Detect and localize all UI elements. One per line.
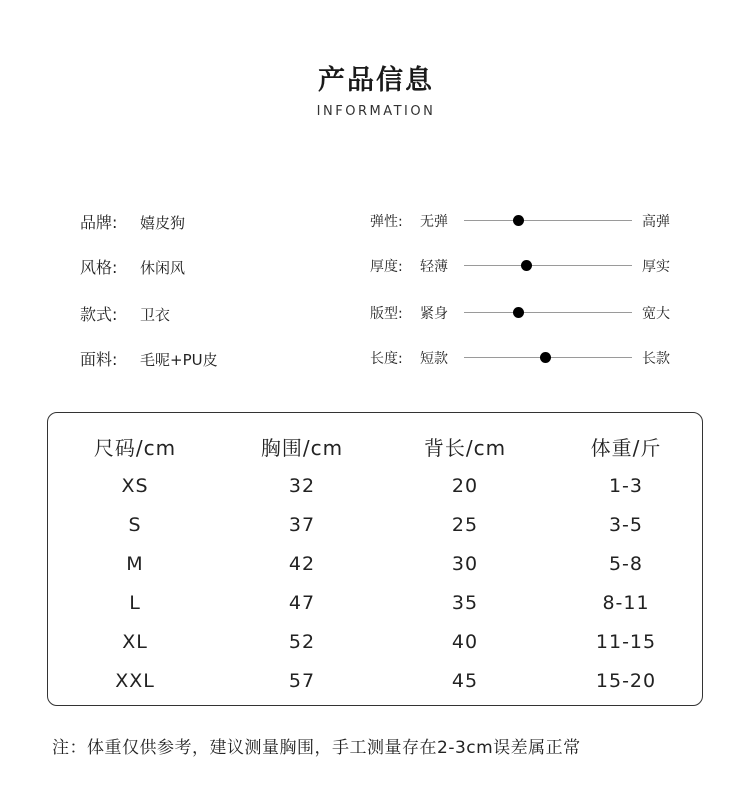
table-row bbox=[48, 622, 704, 661]
table-cell: 40 bbox=[451, 630, 479, 653]
table-cell: 32 bbox=[288, 474, 316, 497]
attribute-label: 面料: bbox=[80, 350, 118, 369]
attribute-label: 风格: bbox=[80, 258, 118, 277]
attribute-row-style bbox=[80, 255, 300, 279]
attribute-value: 毛呢+PU皮 bbox=[140, 351, 218, 369]
column-header-size: 尺码/cm bbox=[93, 436, 177, 460]
table-cell: 52 bbox=[288, 630, 316, 653]
table-cell: XS bbox=[121, 474, 149, 497]
table-cell: 15-20 bbox=[595, 669, 657, 692]
table-cell: XXL bbox=[115, 669, 155, 692]
table-header-row bbox=[48, 427, 704, 466]
table-row bbox=[48, 466, 704, 505]
table-cell: 11-15 bbox=[595, 630, 657, 653]
attribute-value: 嬉皮狗 bbox=[140, 214, 186, 232]
scale-min-label: 无弹 bbox=[420, 214, 448, 230]
scale-track bbox=[464, 220, 632, 221]
table-cell: 35 bbox=[451, 591, 479, 614]
page-subtitle: INFORMATION bbox=[316, 104, 436, 119]
scale-track bbox=[464, 265, 632, 266]
table-cell: 57 bbox=[288, 669, 316, 692]
column-header-weight: 体重/斤 bbox=[590, 436, 662, 460]
scale-indicator-dot bbox=[513, 307, 524, 318]
scale-min-label: 短款 bbox=[420, 351, 448, 367]
attribute-value: 卫衣 bbox=[140, 306, 171, 324]
table-row bbox=[48, 583, 704, 622]
attribute-row-fabric bbox=[80, 347, 300, 371]
column-header-back-length: 背长/cm bbox=[423, 436, 507, 460]
table-cell: L bbox=[129, 591, 141, 614]
table-cell: S bbox=[128, 513, 142, 536]
size-chart-box bbox=[47, 412, 703, 706]
size-chart-table bbox=[48, 427, 704, 700]
scale-elasticity bbox=[370, 208, 680, 232]
table-row bbox=[48, 661, 704, 700]
scale-track bbox=[464, 312, 632, 313]
attribute-row-type bbox=[80, 302, 300, 326]
table-row bbox=[48, 505, 704, 544]
scale-fit bbox=[370, 300, 680, 324]
attribute-label: 款式: bbox=[80, 305, 118, 324]
table-cell: 30 bbox=[451, 552, 479, 575]
table-cell: 37 bbox=[288, 513, 316, 536]
scale-track bbox=[464, 357, 632, 358]
table-cell: 42 bbox=[288, 552, 316, 575]
table-cell: 8-11 bbox=[602, 591, 650, 614]
column-header-chest: 胸围/cm bbox=[260, 436, 344, 460]
table-cell: 5-8 bbox=[608, 552, 644, 575]
attribute-row-brand bbox=[80, 210, 300, 234]
table-cell: 1-3 bbox=[608, 474, 644, 497]
scale-indicator-dot bbox=[540, 352, 551, 363]
scale-label: 版型: bbox=[370, 306, 403, 322]
scale-label: 厚度: bbox=[370, 259, 403, 275]
size-note: 注：体重仅供参考，建议测量胸围，手工测量存在2-3cm误差属正常 bbox=[52, 738, 581, 758]
scale-max-label: 高弹 bbox=[642, 214, 670, 230]
attribute-label: 品牌: bbox=[80, 213, 118, 232]
table-row bbox=[48, 544, 704, 583]
attribute-value: 休闲风 bbox=[140, 259, 186, 277]
table-cell: XL bbox=[122, 630, 148, 653]
table-cell: 47 bbox=[288, 591, 316, 614]
scale-min-label: 紧身 bbox=[420, 306, 448, 322]
table-cell: 45 bbox=[451, 669, 479, 692]
scale-label: 长度: bbox=[370, 351, 403, 367]
scale-length bbox=[370, 345, 680, 369]
table-cell: 25 bbox=[451, 513, 479, 536]
scale-min-label: 轻薄 bbox=[420, 259, 448, 275]
scale-max-label: 长款 bbox=[642, 351, 670, 367]
scale-thickness bbox=[370, 253, 680, 277]
table-cell: 20 bbox=[451, 474, 479, 497]
page-title: 产品信息 bbox=[318, 65, 434, 96]
table-cell: 3-5 bbox=[608, 513, 644, 536]
scale-label: 弹性: bbox=[370, 214, 403, 230]
scale-max-label: 厚实 bbox=[642, 259, 670, 275]
scale-indicator-dot bbox=[513, 215, 524, 226]
scale-indicator-dot bbox=[521, 260, 532, 271]
scale-max-label: 宽大 bbox=[642, 306, 670, 322]
table-cell: M bbox=[126, 552, 144, 575]
